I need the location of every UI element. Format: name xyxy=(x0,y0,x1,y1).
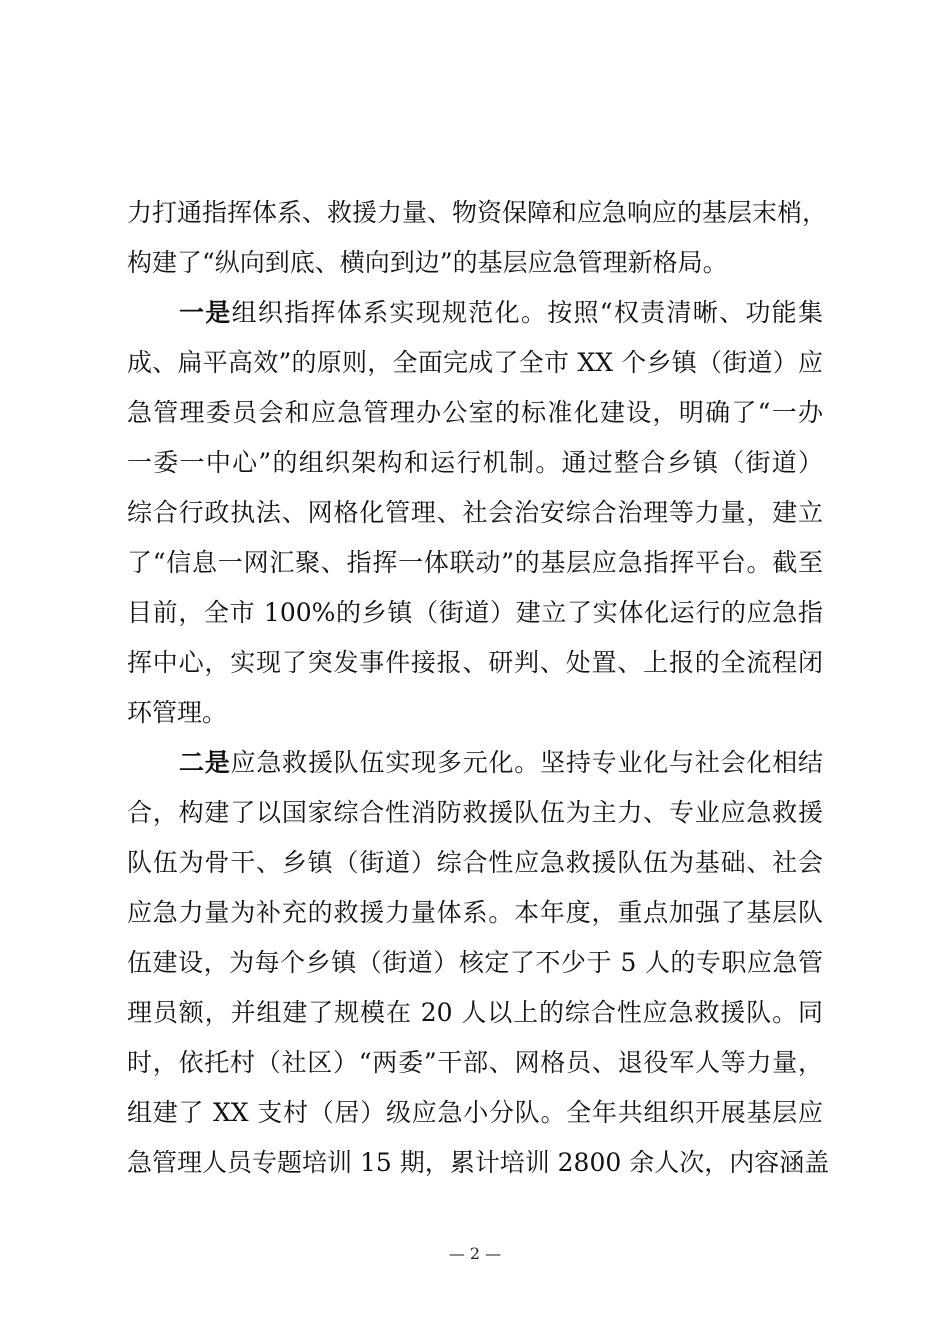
text-line: 队伍为骨干、乡镇（街道）综合性应急救援队伍为基础、社会 xyxy=(127,848,823,877)
text-line: 环管理。 xyxy=(127,698,228,727)
paragraph-first-line xyxy=(127,738,823,788)
text-line: 时，依托村（社区）“两委”干部、网格员、退役军人等力量， xyxy=(127,1048,823,1077)
text-line: 挥中心，实现了突发事件接报、研判、处置、上报的全流程闭 xyxy=(127,648,823,677)
page-number: — 2 — xyxy=(448,1244,502,1263)
text-line: 应急力量为补充的救援力量体系。本年度，重点加强了基层队 xyxy=(127,898,823,927)
text-line: 一委一中心”的组织架构和运行机制。通过整合乡镇（街道） xyxy=(127,448,823,477)
paragraph-lead: 一是 xyxy=(179,298,232,327)
text-line: 组建了 XX 支村（居）级应急小分队。全年共组织开展基层应 xyxy=(127,1098,823,1127)
text-line: 力打通指挥体系、救援力量、物资保障和应急响应的基层末梢， xyxy=(127,198,828,227)
text-line: 成、扁平高效”的原则，全面完成了全市 XX 个乡镇（街道）应 xyxy=(127,348,823,377)
text-line: 伍建设，为每个乡镇（街道）核定了不少于 5 人的专职应急管 xyxy=(127,948,823,977)
text-line: 组织指挥体系实现规范化。按照“权责清晰、功能集 xyxy=(231,298,823,327)
text-line: 了“信息一网汇聚、指挥一体联动”的基层应急指挥平台。截至 xyxy=(127,548,823,577)
text-line: 构建了“纵向到底、横向到边”的基层应急管理新格局。 xyxy=(127,248,728,277)
text-line: 急管理人员专题培训 15 期，累计培训 2800 余人次，内容涵盖 xyxy=(127,1148,830,1177)
paragraph-first-line xyxy=(127,288,823,338)
text-line: 理员额，并组建了规模在 20 人以上的综合性应急救援队。同 xyxy=(127,998,823,1027)
text-line: 应急救援队伍实现多元化。坚持专业化与社会化相结 xyxy=(230,748,823,777)
text-line: 急管理委员会和应急管理办公室的标准化建设，明确了“一办 xyxy=(127,398,823,427)
document-body xyxy=(127,188,830,1188)
text-line: 目前，全市 100%的乡镇（街道）建立了实体化运行的应急指 xyxy=(127,598,823,627)
text-line: 综合行政执法、网格化管理、社会治安综合治理等力量，建立 xyxy=(127,498,823,527)
paragraph-lead: 二是 xyxy=(179,748,231,777)
text-line: 合，构建了以国家综合性消防救援队伍为主力、专业应急救援 xyxy=(127,798,823,827)
